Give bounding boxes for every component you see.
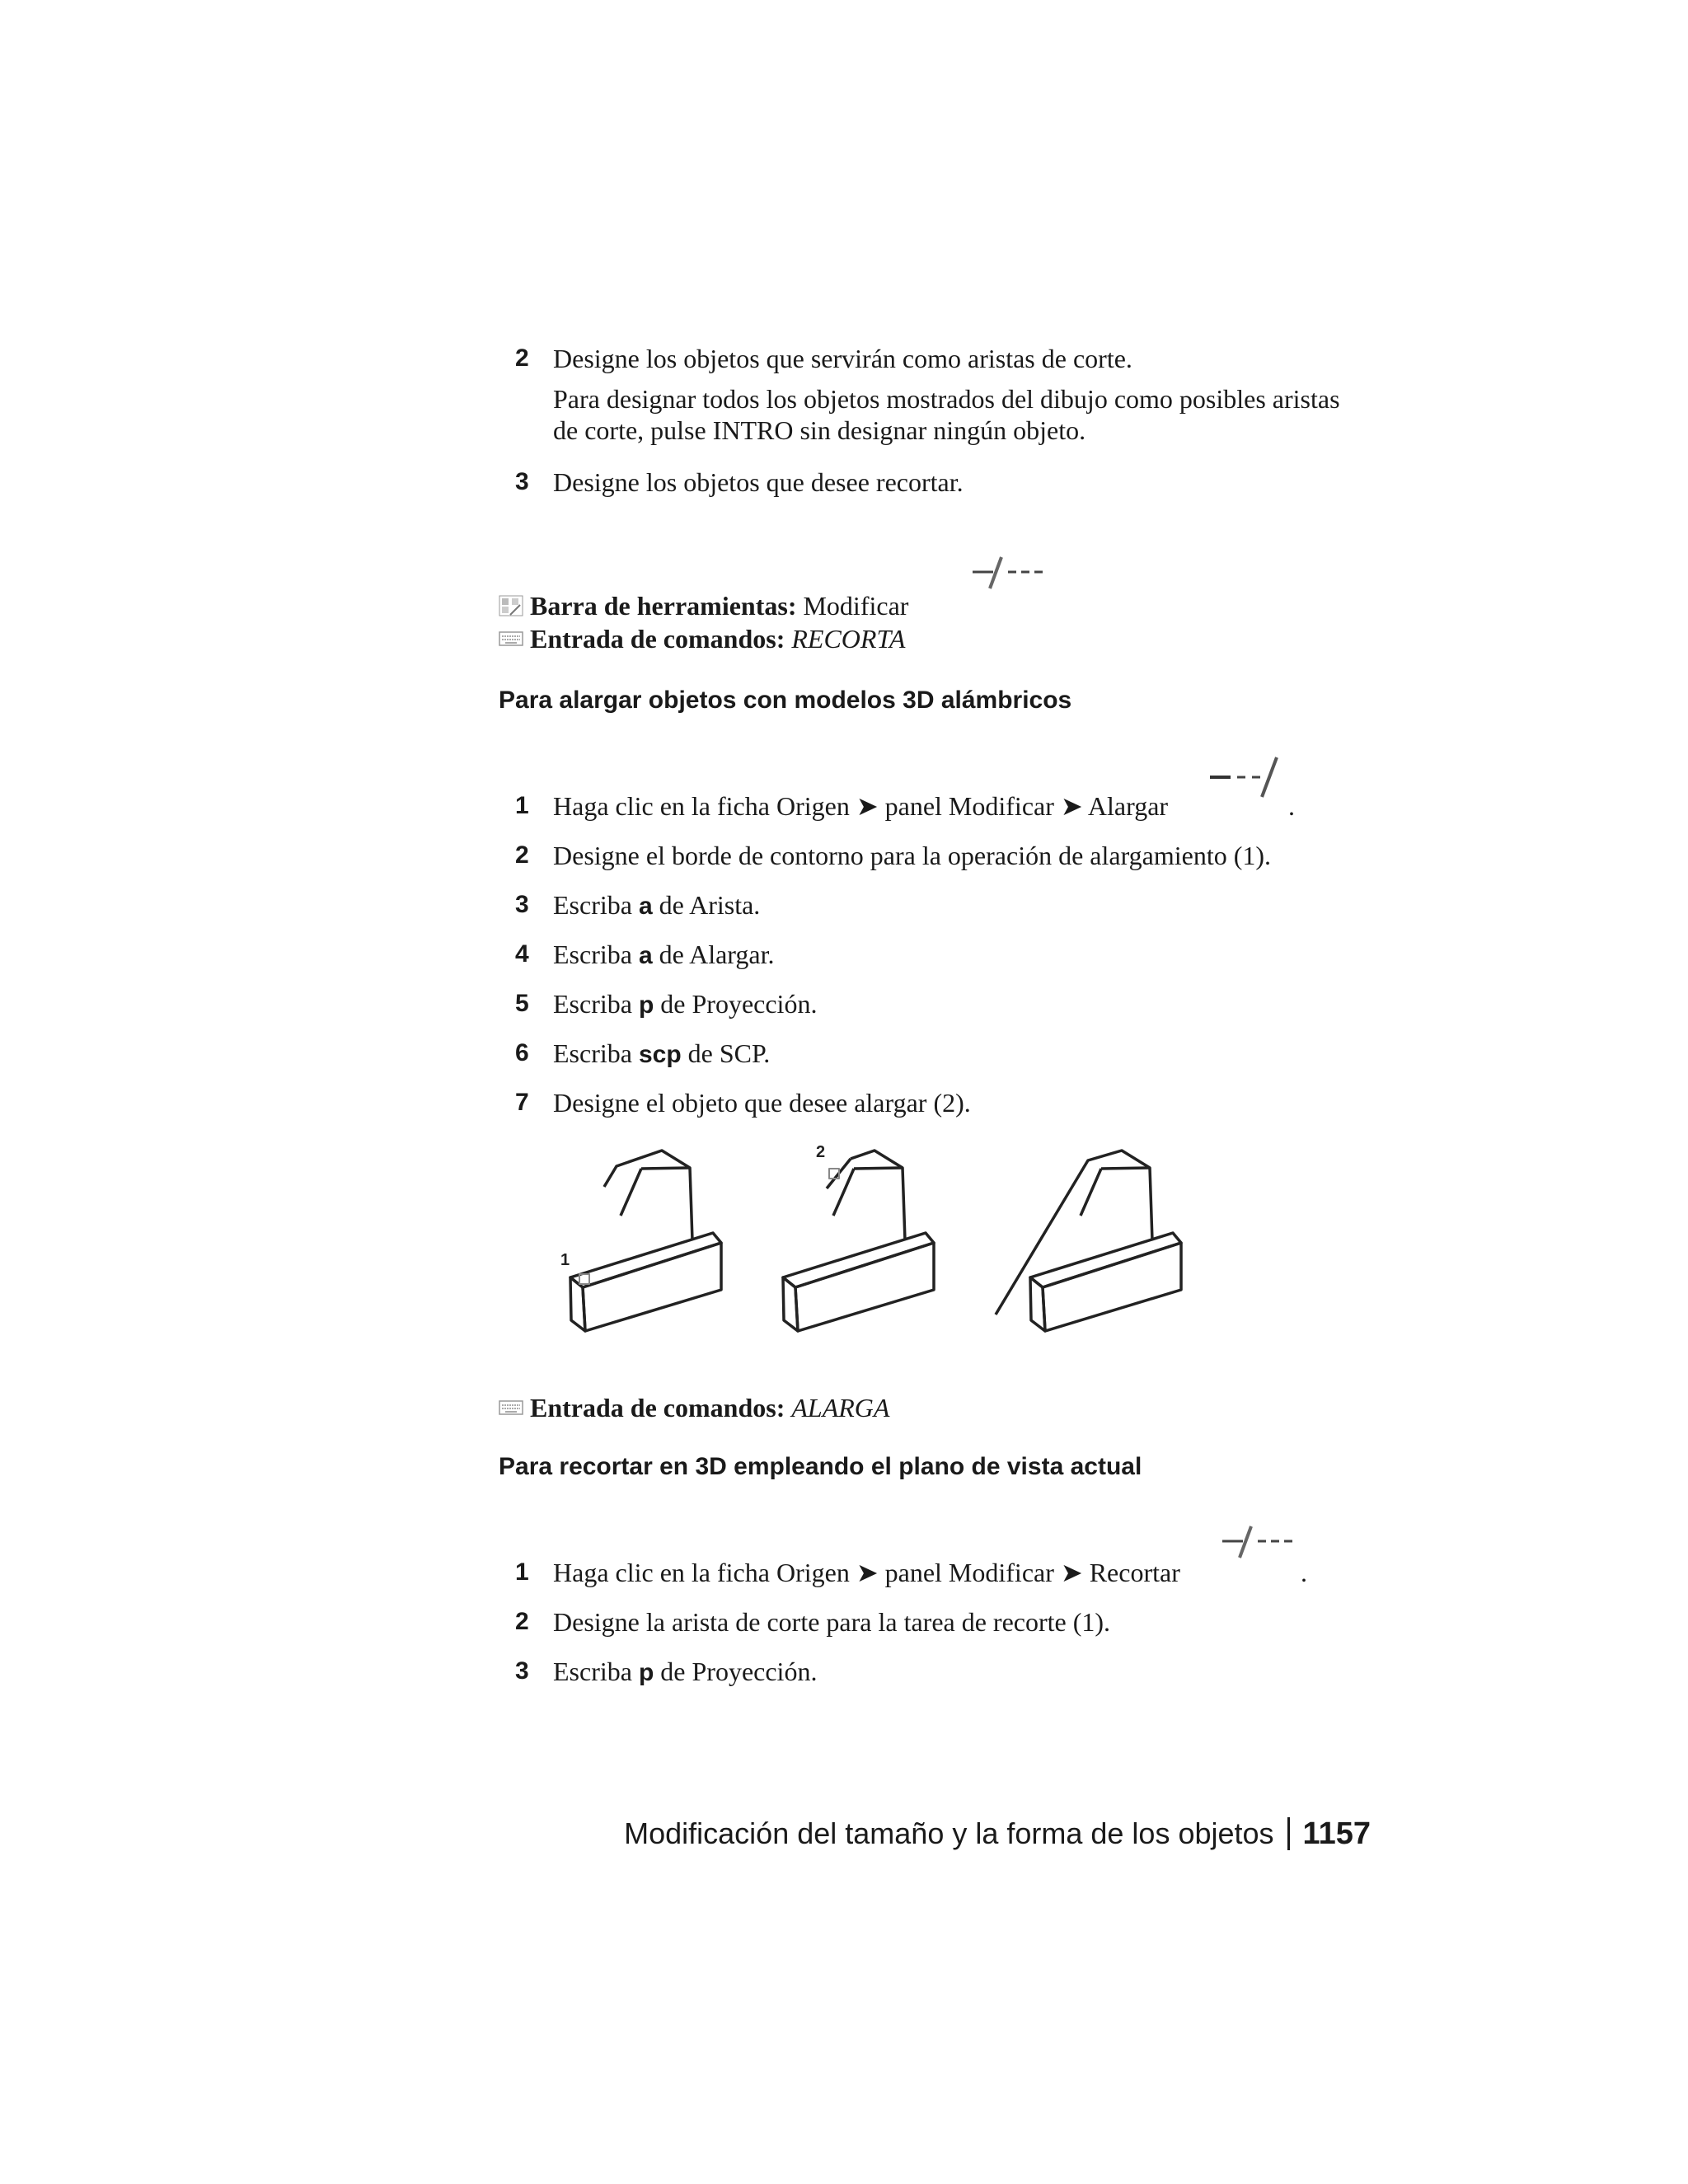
step-text-part: Alargar bbox=[1087, 791, 1169, 821]
step-text: Designe el objeto que desee alargar (2). bbox=[553, 1088, 971, 1118]
arrow-icon: ➤ bbox=[856, 791, 879, 821]
step-text bbox=[553, 938, 774, 972]
toolbar-icon bbox=[499, 595, 523, 616]
keyword: a bbox=[638, 942, 653, 969]
toolbar-line bbox=[499, 589, 908, 622]
command-label: Entrada de comandos: bbox=[530, 624, 785, 654]
step-text bbox=[553, 1556, 1180, 1589]
command-line bbox=[499, 622, 905, 655]
step-number: 2 bbox=[515, 344, 529, 372]
step-text bbox=[553, 1037, 770, 1071]
period: . bbox=[1288, 791, 1295, 821]
step-text-part: Recortar bbox=[1089, 1558, 1180, 1587]
arrow-icon: ➤ bbox=[1060, 791, 1083, 821]
step-text-part: Escriba bbox=[553, 940, 639, 969]
step-text-part: de Proyección. bbox=[654, 989, 818, 1019]
footer-divider bbox=[1287, 1817, 1290, 1850]
command-value: RECORTA bbox=[791, 624, 906, 654]
extend-tool-icon bbox=[1207, 754, 1286, 804]
keyboard-icon bbox=[499, 628, 523, 649]
step-number: 7 bbox=[515, 1089, 529, 1116]
step-number: 1 bbox=[515, 792, 529, 819]
step-text-part: Haga clic en la ficha Origen bbox=[553, 791, 850, 821]
step-number: 3 bbox=[515, 468, 529, 495]
step-text: Designe los objetos que servirán como aristas de corte. bbox=[553, 344, 1132, 373]
step-text-part: panel Modificar bbox=[884, 791, 1054, 821]
step-text-part: Escriba bbox=[553, 890, 639, 920]
note-text: Para designar todos los objetos mostrados del dibujo como posibles aristas bbox=[553, 384, 1340, 414]
footer-title: Modificación del tamaño y la forma de los objetos bbox=[624, 1816, 1274, 1850]
step-text bbox=[553, 987, 817, 1022]
keyword: scp bbox=[638, 1041, 682, 1068]
keyword: p bbox=[638, 991, 654, 1019]
step-text-part: Haga clic en la ficha Origen bbox=[553, 1558, 850, 1587]
step-number: 2 bbox=[515, 841, 529, 869]
step-text-part: de Proyección. bbox=[654, 1657, 818, 1686]
step-number: 6 bbox=[515, 1039, 529, 1066]
step-text: Designe el borde de contorno para la operación de alargamiento (1). bbox=[553, 841, 1272, 870]
trim-tool-icon bbox=[968, 554, 1047, 595]
step-number: 5 bbox=[515, 990, 529, 1017]
command-line bbox=[499, 1391, 889, 1424]
step-text-part: de Arista. bbox=[652, 890, 761, 920]
arrow-icon: ➤ bbox=[856, 1558, 879, 1587]
toolbar-value: Modificar bbox=[803, 591, 909, 621]
section-heading: Para recortar en 3D empleando el plano de vista actual bbox=[499, 1453, 1142, 1480]
step-text-part: panel Modificar bbox=[884, 1558, 1054, 1587]
page-footer bbox=[624, 1813, 1371, 1854]
step-text: Designe la arista de corte para la tarea de recorte (1). bbox=[553, 1607, 1111, 1637]
step-text bbox=[553, 1655, 817, 1690]
command-label: Entrada de comandos: bbox=[530, 1393, 785, 1422]
step-text-part: Escriba bbox=[553, 1038, 639, 1068]
step-number: 3 bbox=[515, 891, 529, 918]
step-text: Designe los objetos que desee recortar. bbox=[553, 467, 964, 497]
arrow-icon: ➤ bbox=[1060, 1558, 1083, 1587]
figure-label-1: 1 bbox=[560, 1251, 570, 1269]
step-text-part: Escriba bbox=[553, 1657, 639, 1686]
keyword: p bbox=[638, 1659, 654, 1686]
step-text-part: de SCP. bbox=[681, 1038, 771, 1068]
extend-3d-figure bbox=[544, 1137, 1203, 1352]
step-number: 1 bbox=[515, 1558, 529, 1586]
step-number: 2 bbox=[515, 1608, 529, 1635]
keyword: a bbox=[638, 893, 653, 920]
step-number: 3 bbox=[515, 1657, 529, 1685]
keyboard-icon bbox=[499, 1397, 523, 1418]
toolbar-label: Barra de herramientas: bbox=[530, 591, 797, 621]
page-number: 1157 bbox=[1302, 1816, 1371, 1851]
step-number: 4 bbox=[515, 940, 529, 968]
step-text-part: Escriba bbox=[553, 989, 639, 1019]
note-text: de corte, pulse INTRO sin designar ningún objeto. bbox=[553, 415, 1086, 445]
period: . bbox=[1301, 1558, 1307, 1587]
figure-label-2: 2 bbox=[816, 1143, 826, 1161]
section-heading: Para alargar objetos con modelos 3D alámbricos bbox=[499, 687, 1072, 714]
command-value: ALARGA bbox=[791, 1393, 890, 1422]
step-text bbox=[553, 790, 1168, 823]
step-text bbox=[553, 888, 760, 923]
step-text-part: de Alargar. bbox=[652, 940, 775, 969]
trim-tool-icon bbox=[1218, 1523, 1296, 1564]
